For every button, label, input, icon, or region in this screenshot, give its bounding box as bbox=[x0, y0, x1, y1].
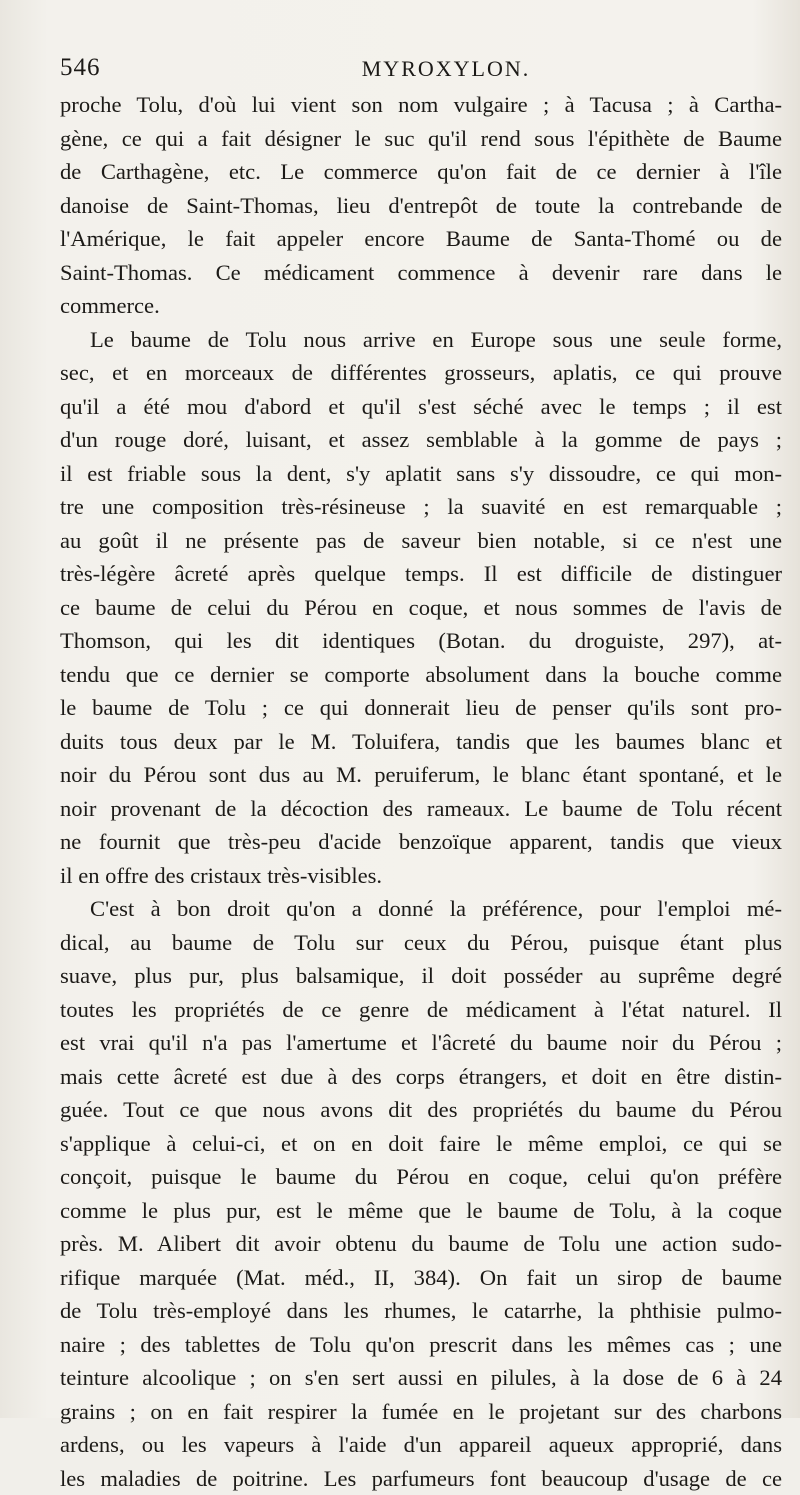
text-line: au goût il ne présente pas de saveur bien notable, si ce n'est une bbox=[60, 524, 782, 558]
text-line: grains ; on en fait respirer la fumée en le projetant sur des charbons bbox=[60, 1395, 782, 1429]
text-line: d'un rouge doré, luisant, et assez semblable à la gomme de pays ; bbox=[60, 423, 782, 457]
text-line: Saint-Thomas. Ce médicament commence à devenir rare dans le bbox=[60, 256, 782, 290]
text-line: sec, et en morceaux de différentes grosseurs, aplatis, ce qui prouve bbox=[60, 356, 782, 390]
text-line: ardens, ou les vapeurs à l'aide d'un appareil aqueux approprié, dans bbox=[60, 1428, 782, 1462]
paragraph-2 bbox=[60, 323, 782, 893]
text-line: de Tolu très-employé dans les rhumes, le catarrhe, la phthisie pulmo- bbox=[60, 1294, 782, 1328]
text-line: naire ; des tablettes de Tolu qu'on prescrit dans les mêmes cas ; une bbox=[60, 1328, 782, 1362]
text-line: teinture alcoolique ; on s'en sert aussi en pilules, à la dose de 6 à 24 bbox=[60, 1361, 782, 1395]
paragraph-1 bbox=[60, 88, 782, 323]
text-line: gène, ce qui a fait désigner le suc qu'il rend sous l'épithète de Baume bbox=[60, 122, 782, 156]
text-line: ce baume de celui du Pérou en coque, et nous sommes de l'avis de bbox=[60, 591, 782, 625]
text-line: toutes les propriétés de ce genre de médicament à l'état naturel. Il bbox=[60, 993, 782, 1027]
text-line: l'Amérique, le fait appeler encore Baume de Santa-Thomé ou de bbox=[60, 222, 782, 256]
text-line: conçoit, puisque le baume du Pérou en coque, celui qu'on préfère bbox=[60, 1160, 782, 1194]
text-line: de Carthagène, etc. Le commerce qu'on fait de ce dernier à l'île bbox=[60, 155, 782, 189]
text-line: il est friable sous la dent, s'y aplatit sans s'y dissoudre, ce qui mon- bbox=[60, 457, 782, 491]
text-line: près. M. Alibert dit avoir obtenu du baume de Tolu une action sudo- bbox=[60, 1227, 782, 1261]
text-line: qu'il a été mou d'abord et qu'il s'est séché avec le temps ; il est bbox=[60, 390, 782, 424]
text-line: il en offre des cristaux très-visibles. bbox=[60, 859, 782, 893]
text-line: dical, au baume de Tolu sur ceux du Pérou, puisque étant plus bbox=[60, 926, 782, 960]
text-line: ne fournit que très-peu d'acide benzoïque apparent, tandis que vieux bbox=[60, 825, 782, 859]
body-text bbox=[60, 88, 782, 1495]
text-line: commerce. bbox=[60, 289, 782, 323]
text-line: rifique marquée (Mat. méd., II, 384). On fait un sirop de baume bbox=[60, 1261, 782, 1295]
text-line: guée. Tout ce que nous avons dit des propriétés du baume du Pérou bbox=[60, 1093, 782, 1127]
text-line: C'est à bon droit qu'on a donné la préférence, pour l'emploi mé- bbox=[60, 892, 782, 926]
text-line: tendu que ce dernier se comporte absolument dans la bouche comme bbox=[60, 658, 782, 692]
text-line: noir du Pérou sont dus au M. peruiferum, le blanc étant spontané, et le bbox=[60, 758, 782, 792]
text-line: Le baume de Tolu nous arrive en Europe sous une seule forme, bbox=[60, 323, 782, 357]
text-line: est vrai qu'il n'a pas l'amertume et l'âcreté du baume noir du Pérou ; bbox=[60, 1026, 782, 1060]
page-number: 546 bbox=[60, 54, 101, 82]
text-line: danoise de Saint-Thomas, lieu d'entrepôt de toute la contrebande de bbox=[60, 189, 782, 223]
text-line: noir provenant de la décoction des rameaux. Le baume de Tolu récent bbox=[60, 792, 782, 826]
text-line: tre une composition très-résineuse ; la suavité en est remarquable ; bbox=[60, 490, 782, 524]
running-title: MYROXYLON. bbox=[56, 56, 776, 82]
text-line: très-légère âcreté après quelque temps. Il est difficile de distinguer bbox=[60, 557, 782, 591]
text-line: s'applique à celui-ci, et on en doit faire le même emploi, ce qui se bbox=[60, 1127, 782, 1161]
paragraph-3 bbox=[60, 892, 782, 1495]
text-line: mais cette âcreté est due à des corps étrangers, et doit en être distin- bbox=[60, 1060, 782, 1094]
text-line: suave, plus pur, plus balsamique, il doit posséder au suprême degré bbox=[60, 959, 782, 993]
text-line: les maladies de poitrine. Les parfumeurs font beaucoup d'usage de ce bbox=[60, 1462, 782, 1495]
running-header bbox=[56, 54, 776, 88]
text-line: proche Tolu, d'où lui vient son nom vulgaire ; à Tacusa ; à Cartha- bbox=[60, 88, 782, 122]
text-line: comme le plus pur, est le même que le baume de Tolu, à la coque bbox=[60, 1194, 782, 1228]
text-line: Thomson, qui les dit identiques (Botan. du droguiste, 297), at- bbox=[60, 624, 782, 658]
text-line: le baume de Tolu ; ce qui donnerait lieu de penser qu'ils sont pro- bbox=[60, 691, 782, 725]
text-line: duits tous deux par le M. Toluifera, tandis que les baumes blanc et bbox=[60, 725, 782, 759]
